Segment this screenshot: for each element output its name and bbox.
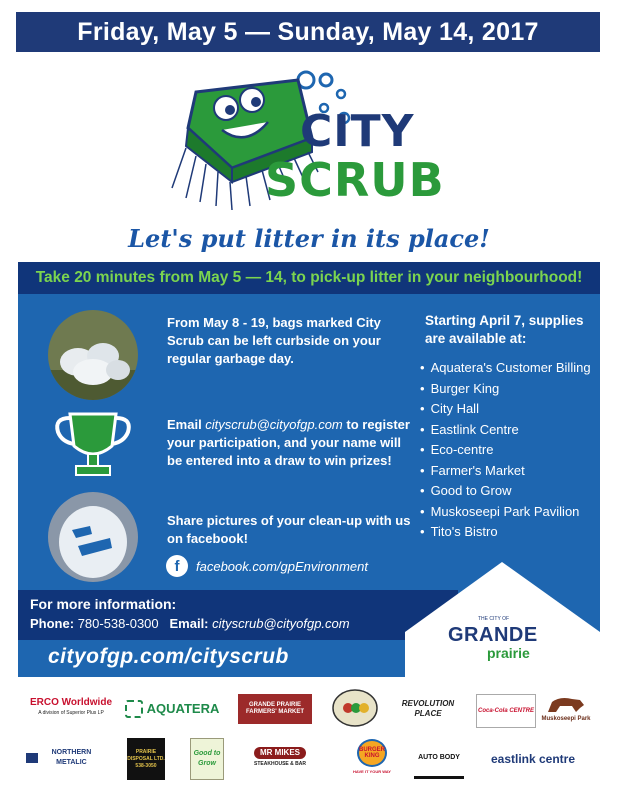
- eastlink-name: eastlink centre: [490, 752, 576, 766]
- sponsor-prairie-disposal: PRAIRIE DISPOSAL LTD. 538-3050: [127, 738, 165, 780]
- contact-heading: For more information:: [30, 596, 177, 612]
- sponsor-aquatera: [122, 696, 222, 722]
- facebook-row[interactable]: [166, 555, 368, 577]
- city-logo-grande: GRANDE: [448, 624, 538, 646]
- list-item: • Burger King: [420, 379, 591, 400]
- bags-info: From May 8 - 19, bags marked City Scrub can be left curbside on your regular garbage day.: [167, 315, 381, 366]
- list-item: • Aquatera's Customer Billing: [420, 358, 591, 379]
- aquatera-icon: [125, 700, 143, 718]
- callout-banner: Take 20 minutes from May 5 — 14, to pick-up litter in your neighbourhood!: [18, 262, 600, 294]
- supplies-heading: Starting April 7, supplies are available at:: [425, 313, 584, 346]
- tagline: Let's put litter in its place!: [128, 224, 490, 253]
- list-item: • Eco-centre: [420, 440, 591, 461]
- list-item: • City Hall: [420, 399, 591, 420]
- facebook-icon[interactable]: f: [166, 555, 188, 577]
- email-info-post: to register your participation, and your name will be entered into a draw to win prizes!: [167, 417, 410, 468]
- city-logo-small: THE CITY OF: [478, 616, 510, 622]
- sponsor-northern-metalic: [26, 746, 102, 770]
- phone-label: Phone:: [30, 616, 75, 631]
- burger-king-name: BURGER KING: [357, 739, 387, 767]
- list-item: • Muskoseepi Park Pavilion: [420, 502, 591, 523]
- city-logo-prairie: prairie: [487, 645, 530, 661]
- phone-number[interactable]: 780-538-0300: [77, 616, 159, 631]
- list-item: • Farmer's Market: [420, 461, 591, 482]
- share-info: Share pictures of your clean-up with us on facebook!: [167, 513, 411, 546]
- trophy-icon: [48, 404, 138, 484]
- garbage-bags-photo: [48, 310, 138, 400]
- sponsor-muskoseepi: [540, 694, 592, 726]
- contact-line: [30, 616, 350, 631]
- brand-scrub: SCRUB: [265, 153, 445, 207]
- erco-name: ERCO Worldwide: [29, 697, 113, 708]
- contact-email[interactable]: cityscrub@cityofgp.com: [212, 616, 350, 631]
- sponsor-seal-icon: [330, 688, 380, 728]
- date-banner: Friday, May 5 — Sunday, May 14, 2017: [16, 12, 600, 52]
- brand-city: CITY: [300, 106, 415, 157]
- email-info-address[interactable]: cityscrub@cityofgp.com: [205, 417, 343, 432]
- facebook-link[interactable]: facebook.com/gpEnvironment: [196, 558, 368, 574]
- list-item: • Good to Grow: [420, 481, 591, 502]
- northern-metalic-name: NORTHERN METALIC: [51, 749, 92, 766]
- sponsor-eastlink-centre: [478, 748, 588, 770]
- sponsor-good-to-grow: Good to Grow: [190, 738, 224, 780]
- city-scrub-bag-photo: [48, 492, 138, 582]
- sponsor-erco: [26, 690, 116, 726]
- sponsor-auto-body: AUTO BODY: [414, 740, 464, 779]
- northern-metalic-icon: [26, 753, 38, 763]
- website-url[interactable]: cityofgp.com/cityscrub: [48, 645, 289, 668]
- email-info-pre: Email: [167, 417, 206, 432]
- sponsor-farmers-market: GRANDE PRAIRIE FARMERS' MARKET: [238, 694, 312, 724]
- sponsor-burger-king: [352, 736, 392, 780]
- sponsor-mr-mikes: [244, 745, 316, 771]
- burger-king-sub: HAVE IT YOUR WAY: [353, 769, 391, 774]
- muskoseepi-name: Muskoseepi Park: [541, 716, 591, 722]
- mr-mikes-sub: STEAKHOUSE & BAR: [254, 761, 306, 767]
- list-item: • Tito's Bistro: [420, 522, 591, 543]
- sponsor-revolution-place: REVOLUTION PLACE: [401, 699, 455, 718]
- mr-mikes-name: MR MIKES: [254, 747, 306, 759]
- bear-icon: [546, 696, 586, 714]
- erco-sub: A division of Superior Plus LP: [38, 710, 104, 716]
- list-item: • Eastlink Centre: [420, 420, 591, 441]
- email-info: [167, 416, 412, 470]
- email-label: Email:: [169, 616, 209, 631]
- supplies-list: [420, 358, 591, 543]
- aquatera-name: AQUATERA: [146, 701, 220, 716]
- sponsor-cocacola-centre: Coca-Cola CENTRE: [476, 694, 536, 728]
